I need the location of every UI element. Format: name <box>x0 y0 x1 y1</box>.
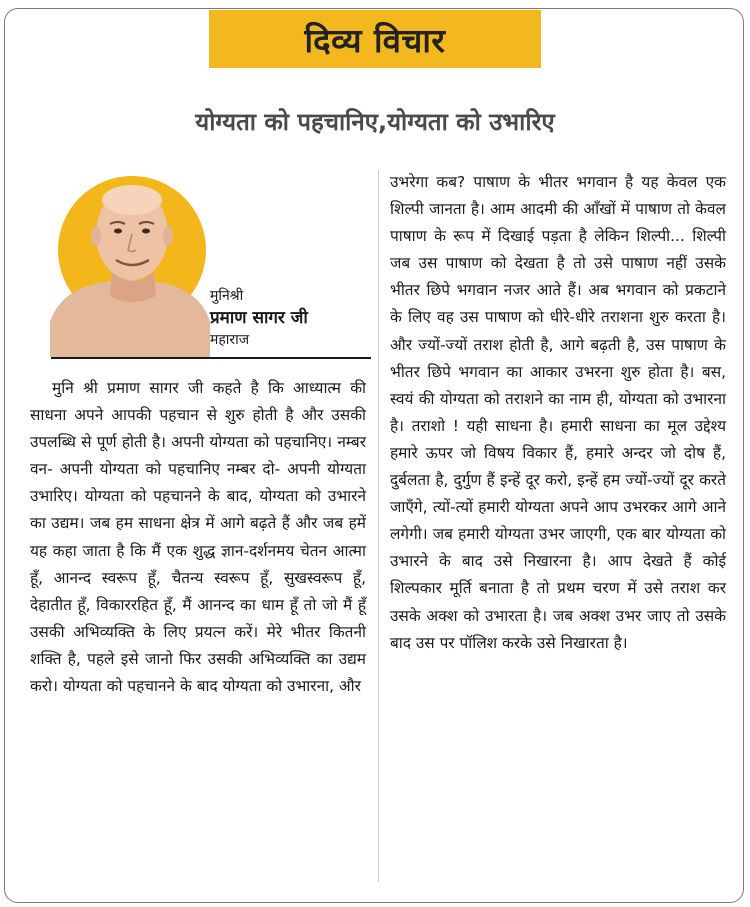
author-title: मुनिश्री <box>210 288 244 304</box>
section-banner-title: दिव्य विचार <box>304 20 446 60</box>
column-divider <box>378 170 379 882</box>
author-name: प्रमाण सागर जी <box>210 308 308 328</box>
author-photo-illustration <box>50 172 210 357</box>
author-byline <box>210 286 370 350</box>
section-banner <box>209 10 541 68</box>
author-suffix: महाराज <box>210 332 250 348</box>
article-column-right: उभरेगा कब? पाषाण के भीतर भगवान है यह केवल एक शिल्पी जानता है। आम आदमी की आँखों में पाषाण तो केवल पाषाण के रूप में दिखाई पड़ता है लेकिन शिल्पी... शिल्पी जब उस पाषाण को देखता है तो उसे पाषाण नहीं उसके भीतर छिपे भगवान नजर आते हैं। अब भगवान को प्रकटाने के लिए वह उस पाषाण को धीरे-धीरे तराशना शुरु करता है। और ज्यों-ज्यों तराश होती है, आगे बढ़ती है, उस पाषाण के भीतर छिपे भगवान का आकार उभरना शुरु होता है। बस, स्वयं की योग्यता को तराशने का नाम ही, योग्यता को उभारना है। तराशो ! यही साधना है। हमारी साधना का मूल उद्देश्य हमारे ऊपर जो विषय विकार हैं, हमारे अन्दर जो दोष हैं, दुर्बलता है, दुर्गुण हैं इन्हें दूर करो, इन्हें हम ज्यों-ज्यों दूर करते जाएँगे, त्यों-त्यों हमारी योग्यता अपने आप उभरकर आगे आने लगेगी। जब हमारी योग्यता उभर जाएगी, एक बार योग्यता को उभारने के बाद उसे निखारना है। आप देखते हैं कोई शिल्पकार मूर्ति बनाता है तो प्रथम चरण में उसे तराश कर उसके अक्श को उभारता है। जब अक्श उभर जाए तो उसके बाद उस पर पॉलिश करके उसे निखारता है। <box>390 173 726 652</box>
author-portrait <box>50 172 210 357</box>
headline: योग्यता को पहचानिए,योग्यता को उभारिए <box>195 108 555 136</box>
article-column-left: मुनि श्री प्रमाण सागर जी कहते है कि आध्यात्म की साधना अपने आपकी पहचान से शुरु होती है और उसकी उपलब्धि से पूर्ण होती है। अपनी योग्यता को पहचानिए। नम्बर वन- अपनी योग्यता को पहचानिए नम्बर दो- अपनी योग्यता उभारिए। योग्यता को पहचानने के बाद, योग्यता को उभारने का उद्यम। जब हम साधना क्षेत्र में आगे बढ़ते हैं और जब हमें यह कहा जाता है कि मैं एक शुद्ध ज्ञान-दर्शनमय चेतन आत्मा हूँ, आनन्द स्वरूप हूँ, चैतन्य स्वरूप हूँ, सुखस्वरूप हूँ, देहातीत हूँ, विकाररहित हूँ, मैं आनन्द का धाम हूँ तो जो मैं हूँ उसकी अभिव्यक्ति के लिए प्रयत्न करें। मेरे भीतर कितनी शक्ति है, पहले इसे जानो फिर उसकी अभिव्यक्ति का उद्यम करो। योग्यता को पहचानने के बाद योग्यता को उभारना, और <box>30 379 366 696</box>
byline-divider <box>51 357 371 359</box>
